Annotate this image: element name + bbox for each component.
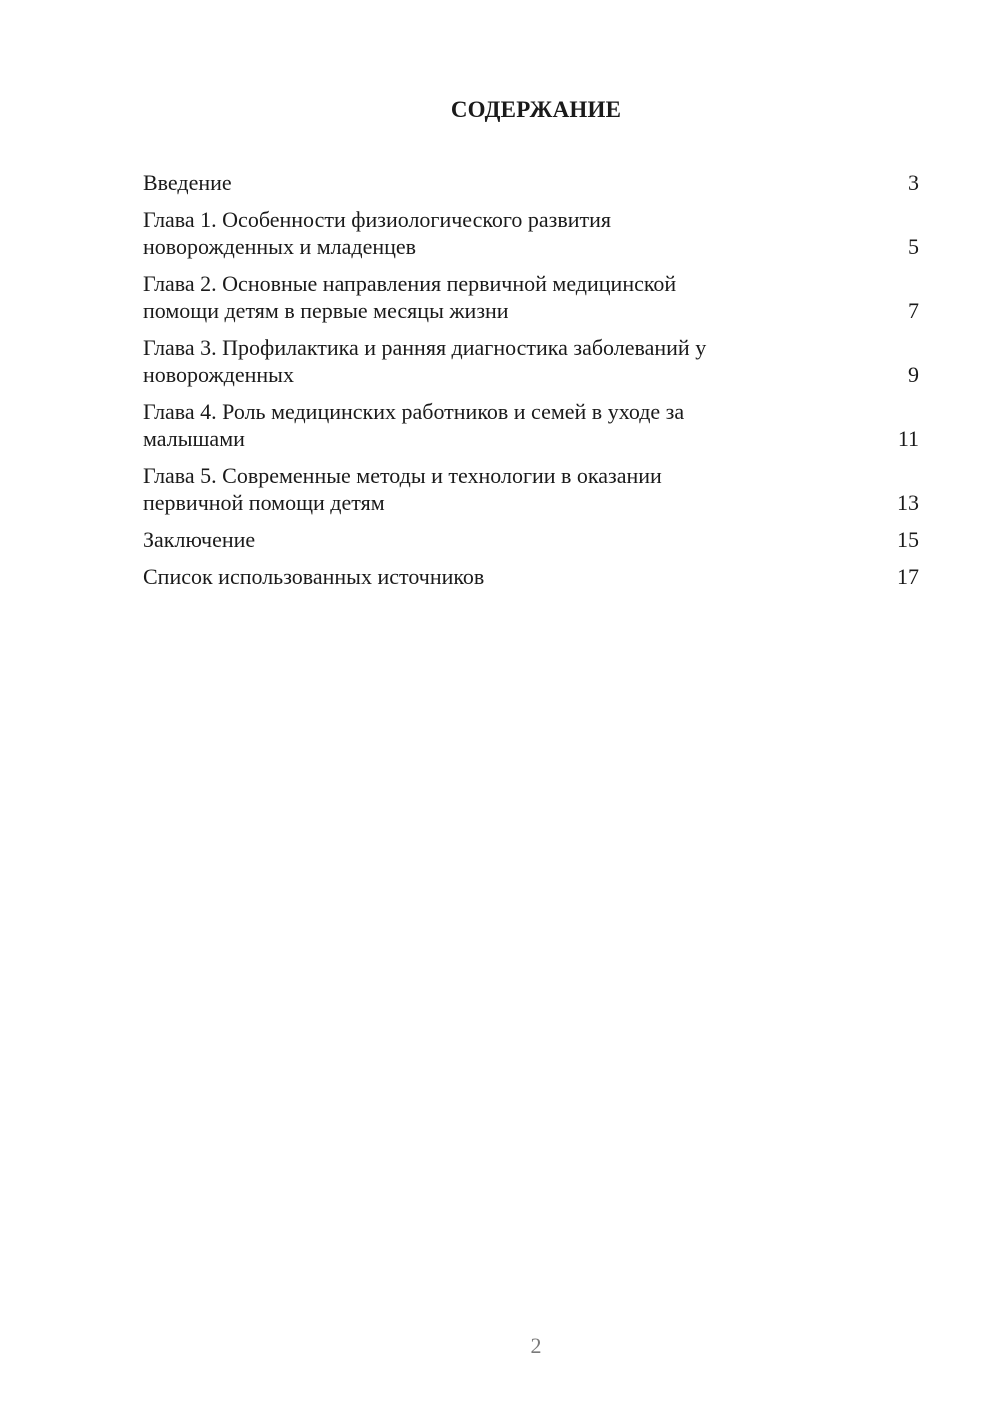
toc-entry-chapter-5 — [143, 462, 919, 516]
toc-entry-page: 15 — [897, 527, 919, 552]
toc-entry-text: Глава 5. Современные методы и технологии в оказании первичной помощи детям — [143, 463, 662, 515]
toc-entry-conclusion — [143, 526, 919, 553]
page-number: 2 — [530, 1333, 542, 1358]
toc-entry-text: Глава 4. Роль медицинских работников и семей в уходе за малышами — [143, 399, 685, 451]
page-title: СОДЕРЖАНИЕ — [450, 97, 622, 122]
toc-entry-chapter-1 — [143, 206, 919, 260]
toc-entry-text: Глава 2. Основные направления первичной медицинской помощи детям в первые месяцы жизни — [143, 271, 677, 323]
table-of-contents — [143, 169, 919, 600]
toc-entry-chapter-2 — [143, 270, 919, 324]
toc-entry-page: 7 — [908, 298, 919, 323]
toc-entry-page: 11 — [897, 426, 919, 451]
toc-entry-chapter-4 — [143, 398, 919, 452]
toc-entry-references — [143, 563, 919, 590]
toc-entry-page: 5 — [908, 234, 919, 259]
toc-entry-text: Введение — [143, 170, 232, 195]
toc-entry-text: Заключение — [143, 527, 256, 552]
toc-entry-text: Глава 1. Особенности физиологического развития новорожденных и младенцев — [143, 207, 612, 259]
toc-entry-text: Список использованных источников — [143, 564, 485, 589]
toc-entry-text: Глава 3. Профилактика и ранняя диагностика заболеваний у новорожденных — [143, 335, 707, 387]
toc-entry-page: 17 — [897, 564, 919, 589]
toc-entry-page: 13 — [897, 490, 919, 515]
toc-entry-introduction — [143, 169, 919, 196]
toc-entry-page: 9 — [908, 362, 919, 387]
toc-entry-chapter-3 — [143, 334, 919, 388]
toc-entry-page: 3 — [908, 170, 919, 195]
